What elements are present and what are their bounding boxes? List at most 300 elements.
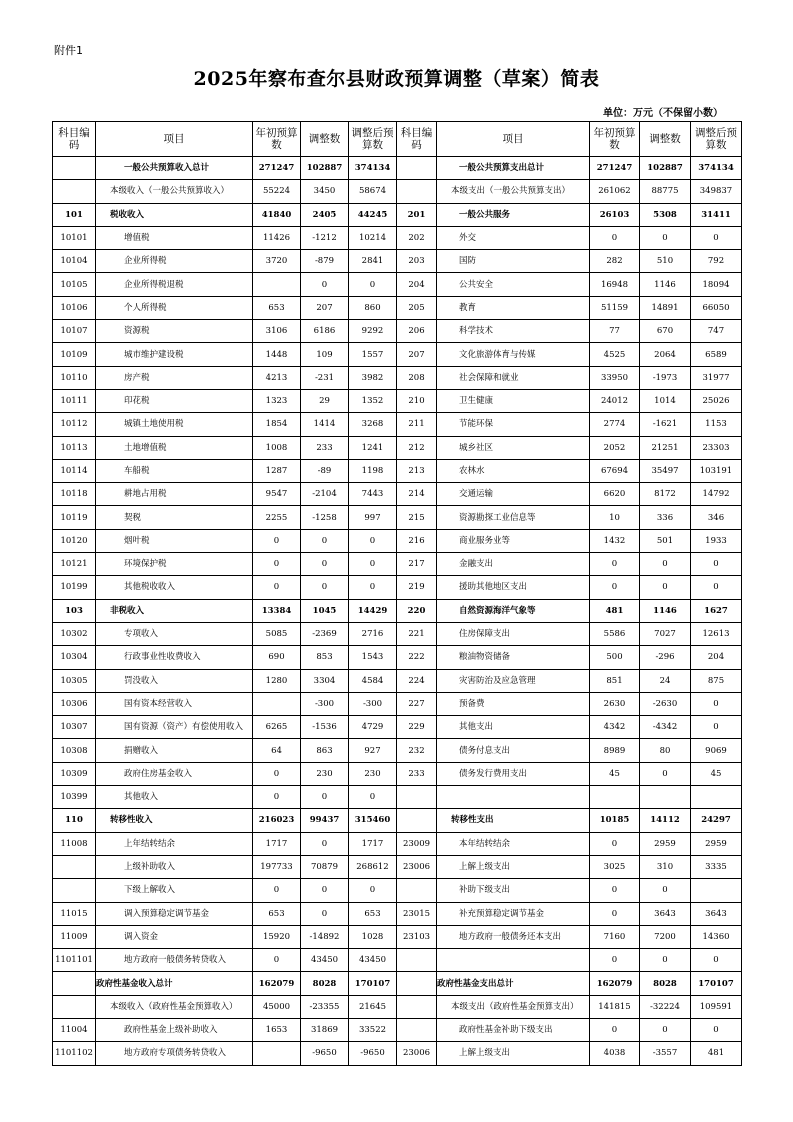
cell-after-left: 1717 (349, 832, 397, 855)
cell-adjust-right: -4342 (640, 716, 691, 739)
cell-adjust-left: 109 (301, 343, 349, 366)
cell-initial-left: 0 (253, 553, 301, 576)
cell-initial-left: 1653 (253, 1018, 301, 1041)
cell-after-right: 481 (691, 1042, 742, 1065)
cell-code-left: 10111 (53, 389, 96, 412)
cell-after-right: 45 (691, 762, 742, 785)
cell-item-right: 节能环保 (437, 413, 590, 436)
cell-code-left (53, 879, 96, 902)
cell-after-right: 1627 (691, 599, 742, 622)
cell-initial-right: 0 (590, 553, 640, 576)
cell-after-left: 44245 (349, 203, 397, 226)
cell-adjust-right: 0 (640, 226, 691, 249)
cell-after-left: 1028 (349, 925, 397, 948)
cell-after-left: 315460 (349, 809, 397, 832)
cell-adjust-right: 670 (640, 320, 691, 343)
cell-item-left: 本级收入（一般公共预算收入） (96, 180, 253, 203)
cell-code-right (397, 995, 437, 1018)
header-initial-left: 年初预算数 (253, 122, 301, 157)
table-row (53, 739, 742, 762)
cell-item-left: 车船税 (96, 459, 253, 482)
cell-code-right: 219 (397, 576, 437, 599)
cell-item-left: 上级补助收入 (96, 855, 253, 878)
cell-item-right: 资源勘探工业信息等 (437, 506, 590, 529)
cell-item-left: 企业所得税 (96, 250, 253, 273)
header-adjust-right: 调整数 (640, 122, 691, 157)
cell-initial-right: 261062 (590, 180, 640, 203)
cell-initial-left: 162079 (253, 972, 301, 995)
cell-adjust-left: -231 (301, 366, 349, 389)
cell-initial-right: 0 (590, 1018, 640, 1041)
header-after-left: 调整后预算数 (349, 122, 397, 157)
cell-code-left: 10101 (53, 226, 96, 249)
cell-initial-left: 1008 (253, 436, 301, 459)
cell-adjust-left: -879 (301, 250, 349, 273)
cell-initial-left: 1448 (253, 343, 301, 366)
cell-initial-right: 0 (590, 226, 640, 249)
cell-after-left: 0 (349, 553, 397, 576)
cell-adjust-right: 2064 (640, 343, 691, 366)
cell-item-right: 债务发行费用支出 (437, 762, 590, 785)
cell-initial-right: 10185 (590, 809, 640, 832)
cell-adjust-right: 102887 (640, 157, 691, 180)
cell-adjust-right: 8028 (640, 972, 691, 995)
cell-code-left: 10199 (53, 576, 96, 599)
cell-item-right: 援助其他地区支出 (437, 576, 590, 599)
cell-item-right: 农林水 (437, 459, 590, 482)
cell-initial-right: 33950 (590, 366, 640, 389)
cell-code-right: 205 (397, 296, 437, 319)
cell-code-right: 221 (397, 622, 437, 645)
cell-after-left: 1198 (349, 459, 397, 482)
cell-after-left: 2841 (349, 250, 397, 273)
cell-code-left: 103 (53, 599, 96, 622)
cell-initial-left: 1287 (253, 459, 301, 482)
table-row (53, 157, 742, 180)
cell-adjust-right: -3557 (640, 1042, 691, 1065)
attachment-label: 附件1 (54, 44, 83, 57)
cell-adjust-right: 24 (640, 669, 691, 692)
cell-initial-left: 1323 (253, 389, 301, 412)
cell-initial-left: 45000 (253, 995, 301, 1018)
cell-after-right: 3335 (691, 855, 742, 878)
cell-adjust-right: 310 (640, 855, 691, 878)
cell-initial-right: 10 (590, 506, 640, 529)
cell-initial-right: 6620 (590, 483, 640, 506)
cell-initial-right: 162079 (590, 972, 640, 995)
cell-initial-left (253, 273, 301, 296)
cell-code-right (397, 809, 437, 832)
table-row (53, 436, 742, 459)
cell-after-right: 3643 (691, 902, 742, 925)
cell-after-right: 2959 (691, 832, 742, 855)
cell-item-right: 政府性基金支出总计 (437, 972, 590, 995)
cell-code-right: 229 (397, 716, 437, 739)
table-row (53, 949, 742, 972)
cell-item-left: 本级收入（政府性基金预算收入） (96, 995, 253, 1018)
cell-code-right (397, 949, 437, 972)
cell-item-right: 一般公共预算支出总计 (437, 157, 590, 180)
table-row (53, 879, 742, 902)
cell-code-right: 204 (397, 273, 437, 296)
cell-after-left: 10214 (349, 226, 397, 249)
cell-adjust-left: 863 (301, 739, 349, 762)
cell-code-right (397, 180, 437, 203)
cell-item-left: 烟叶税 (96, 529, 253, 552)
cell-item-right: 债务付息支出 (437, 739, 590, 762)
cell-adjust-right: 0 (640, 762, 691, 785)
cell-code-right (397, 157, 437, 180)
page-title: 2025年察布查尔县财政预算调整（草案）简表 (193, 68, 600, 90)
cell-item-left: 个人所得税 (96, 296, 253, 319)
cell-code-left: 10112 (53, 413, 96, 436)
cell-adjust-right: 1146 (640, 273, 691, 296)
cell-code-left: 11009 (53, 925, 96, 948)
cell-initial-right: 4342 (590, 716, 640, 739)
cell-after-right: 349837 (691, 180, 742, 203)
cell-item-right: 金融支出 (437, 553, 590, 576)
unit-label: 单位：万元（不保留小数） (603, 108, 723, 119)
cell-after-right (691, 786, 742, 809)
cell-code-right: 206 (397, 320, 437, 343)
header-adjust-left: 调整数 (301, 122, 349, 157)
cell-adjust-left: 102887 (301, 157, 349, 180)
cell-code-right: 212 (397, 436, 437, 459)
cell-after-left: 43450 (349, 949, 397, 972)
cell-item-right: 地方政府一般债务还本支出 (437, 925, 590, 948)
cell-adjust-left: -1536 (301, 716, 349, 739)
cell-initial-left: 0 (253, 576, 301, 599)
cell-after-right: 12613 (691, 622, 742, 645)
table-row (53, 273, 742, 296)
cell-after-left: 0 (349, 786, 397, 809)
cell-after-left: 230 (349, 762, 397, 785)
cell-item-right: 预备费 (437, 692, 590, 715)
cell-initial-left: 64 (253, 739, 301, 762)
cell-after-right: 18094 (691, 273, 742, 296)
cell-initial-right: 481 (590, 599, 640, 622)
cell-code-right (397, 972, 437, 995)
cell-code-right: 203 (397, 250, 437, 273)
cell-adjust-left: 0 (301, 902, 349, 925)
cell-after-left: 268612 (349, 855, 397, 878)
cell-after-left: 1241 (349, 436, 397, 459)
cell-code-left (53, 180, 96, 203)
cell-item-left: 行政事业性收费收入 (96, 646, 253, 669)
cell-adjust-right: 35497 (640, 459, 691, 482)
cell-code-left: 10306 (53, 692, 96, 715)
cell-code-right: 23103 (397, 925, 437, 948)
cell-after-right: 31411 (691, 203, 742, 226)
table-row (53, 576, 742, 599)
cell-initial-left: 197733 (253, 855, 301, 878)
cell-initial-right: 3025 (590, 855, 640, 878)
cell-adjust-left: 99437 (301, 809, 349, 832)
cell-after-left: 4729 (349, 716, 397, 739)
cell-code-left (53, 995, 96, 1018)
cell-after-left: 3982 (349, 366, 397, 389)
cell-initial-left: 2255 (253, 506, 301, 529)
cell-item-left: 政府住房基金收入 (96, 762, 253, 785)
cell-initial-left: 4213 (253, 366, 301, 389)
cell-item-left: 转移性收入 (96, 809, 253, 832)
cell-adjust-left: 29 (301, 389, 349, 412)
cell-adjust-left: 853 (301, 646, 349, 669)
cell-after-left: 1557 (349, 343, 397, 366)
cell-initial-right: 45 (590, 762, 640, 785)
cell-code-left: 10109 (53, 343, 96, 366)
cell-item-left: 税收收入 (96, 203, 253, 226)
table-row (53, 972, 742, 995)
table-row (53, 855, 742, 878)
table-row (53, 296, 742, 319)
cell-initial-right: 7160 (590, 925, 640, 948)
cell-item-right: 其他支出 (437, 716, 590, 739)
cell-adjust-right: 0 (640, 576, 691, 599)
cell-item-left: 耕地占用税 (96, 483, 253, 506)
cell-adjust-right: 3643 (640, 902, 691, 925)
table-row (53, 669, 742, 692)
cell-code-right: 208 (397, 366, 437, 389)
cell-initial-right: 67694 (590, 459, 640, 482)
cell-initial-left: 1717 (253, 832, 301, 855)
cell-code-right: 201 (397, 203, 437, 226)
table-row (53, 226, 742, 249)
table-row (53, 366, 742, 389)
cell-adjust-left: 0 (301, 576, 349, 599)
cell-item-right: 粮油物资储备 (437, 646, 590, 669)
table-row (53, 343, 742, 366)
cell-code-left: 10304 (53, 646, 96, 669)
cell-code-right: 23009 (397, 832, 437, 855)
table-row (53, 622, 742, 645)
cell-code-left: 10106 (53, 296, 96, 319)
cell-code-right: 217 (397, 553, 437, 576)
cell-item-left: 非税收入 (96, 599, 253, 622)
cell-after-right: 747 (691, 320, 742, 343)
table-row (53, 203, 742, 226)
cell-code-right: 213 (397, 459, 437, 482)
cell-adjust-left: 70879 (301, 855, 349, 878)
cell-code-right (397, 879, 437, 902)
cell-code-right: 233 (397, 762, 437, 785)
cell-code-left: 10104 (53, 250, 96, 273)
table-row (53, 599, 742, 622)
cell-after-right: 103191 (691, 459, 742, 482)
cell-initial-right: 26103 (590, 203, 640, 226)
cell-adjust-left: 233 (301, 436, 349, 459)
cell-after-right: 204 (691, 646, 742, 669)
cell-code-left: 10113 (53, 436, 96, 459)
cell-after-right: 0 (691, 692, 742, 715)
cell-code-left (53, 855, 96, 878)
cell-after-right: 0 (691, 949, 742, 972)
cell-item-right: 国防 (437, 250, 590, 273)
cell-after-right: 25026 (691, 389, 742, 412)
cell-after-right: 14360 (691, 925, 742, 948)
table-row (53, 762, 742, 785)
cell-adjust-right: -32224 (640, 995, 691, 1018)
cell-initial-right: 851 (590, 669, 640, 692)
cell-code-left: 101 (53, 203, 96, 226)
table-row (53, 506, 742, 529)
cell-adjust-right: 501 (640, 529, 691, 552)
table-row (53, 389, 742, 412)
cell-initial-right: 141815 (590, 995, 640, 1018)
cell-item-left: 环境保护税 (96, 553, 253, 576)
cell-code-left: 110 (53, 809, 96, 832)
cell-after-left: 3268 (349, 413, 397, 436)
cell-initial-left: 653 (253, 296, 301, 319)
cell-adjust-right: 1146 (640, 599, 691, 622)
cell-item-left: 城镇土地使用税 (96, 413, 253, 436)
cell-after-left: 4584 (349, 669, 397, 692)
cell-item-left: 地方政府专项债务转贷收入 (96, 1042, 253, 1065)
cell-initial-left: 11426 (253, 226, 301, 249)
cell-adjust-right: -1621 (640, 413, 691, 436)
cell-initial-right: 16948 (590, 273, 640, 296)
cell-initial-left: 3720 (253, 250, 301, 273)
cell-after-left: 374134 (349, 157, 397, 180)
cell-adjust-right: 7200 (640, 925, 691, 948)
cell-code-right: 224 (397, 669, 437, 692)
cell-initial-right: 5586 (590, 622, 640, 645)
cell-initial-left: 1280 (253, 669, 301, 692)
cell-initial-right: 282 (590, 250, 640, 273)
cell-code-left: 10308 (53, 739, 96, 762)
cell-item-right: 政府性基金补助下级支出 (437, 1018, 590, 1041)
cell-after-right: 9069 (691, 739, 742, 762)
cell-adjust-left: -9650 (301, 1042, 349, 1065)
cell-initial-right: 1432 (590, 529, 640, 552)
cell-code-right: 232 (397, 739, 437, 762)
table-row (53, 553, 742, 576)
cell-code-right: 222 (397, 646, 437, 669)
cell-code-right: 220 (397, 599, 437, 622)
cell-item-left: 企业所得税退税 (96, 273, 253, 296)
cell-item-left: 专项收入 (96, 622, 253, 645)
cell-item-left: 地方政府一般债务转贷收入 (96, 949, 253, 972)
header-item-right: 项目 (437, 122, 590, 157)
cell-adjust-left: 3304 (301, 669, 349, 692)
cell-after-right: 109591 (691, 995, 742, 1018)
cell-after-right: 23303 (691, 436, 742, 459)
cell-adjust-left: 0 (301, 529, 349, 552)
cell-initial-right: 2774 (590, 413, 640, 436)
cell-initial-right: 4038 (590, 1042, 640, 1065)
cell-after-right: 6589 (691, 343, 742, 366)
table-row (53, 320, 742, 343)
cell-initial-left (253, 1042, 301, 1065)
cell-item-left: 其他税收收入 (96, 576, 253, 599)
cell-item-right: 社会保障和就业 (437, 366, 590, 389)
cell-after-left: 927 (349, 739, 397, 762)
cell-adjust-left: -1212 (301, 226, 349, 249)
cell-code-left: 10305 (53, 669, 96, 692)
cell-initial-right: 4525 (590, 343, 640, 366)
cell-initial-left: 13384 (253, 599, 301, 622)
cell-adjust-left: 0 (301, 786, 349, 809)
cell-after-left: 170107 (349, 972, 397, 995)
cell-adjust-left: 1414 (301, 413, 349, 436)
cell-code-left: 10307 (53, 716, 96, 739)
table-row (53, 1042, 742, 1065)
cell-item-right: 外交 (437, 226, 590, 249)
cell-adjust-right: -296 (640, 646, 691, 669)
cell-after-left: 0 (349, 879, 397, 902)
cell-after-left: 14429 (349, 599, 397, 622)
cell-initial-left: 0 (253, 529, 301, 552)
cell-item-left: 房产税 (96, 366, 253, 389)
cell-code-left: 10118 (53, 483, 96, 506)
cell-after-right: 0 (691, 1018, 742, 1041)
table-row (53, 692, 742, 715)
cell-after-left: -300 (349, 692, 397, 715)
cell-adjust-left: 31869 (301, 1018, 349, 1041)
cell-item-right: 教育 (437, 296, 590, 319)
cell-after-right: 170107 (691, 972, 742, 995)
cell-initial-left: 3106 (253, 320, 301, 343)
cell-initial-left: 55224 (253, 180, 301, 203)
cell-code-right: 216 (397, 529, 437, 552)
header-code-left: 科目编码 (53, 122, 96, 157)
table-row (53, 646, 742, 669)
cell-code-left: 1101101 (53, 949, 96, 972)
cell-item-right: 本年结转结余 (437, 832, 590, 855)
cell-code-left: 10110 (53, 366, 96, 389)
cell-item-left: 罚没收入 (96, 669, 253, 692)
cell-adjust-left: -1258 (301, 506, 349, 529)
cell-initial-right: 0 (590, 902, 640, 925)
cell-code-left: 10107 (53, 320, 96, 343)
cell-item-right: 本级支出（一般公共预算支出） (437, 180, 590, 203)
cell-item-right: 公共安全 (437, 273, 590, 296)
cell-initial-left: 1854 (253, 413, 301, 436)
cell-initial-right: 77 (590, 320, 640, 343)
cell-adjust-left: -23355 (301, 995, 349, 1018)
cell-code-right: 210 (397, 389, 437, 412)
cell-initial-left: 0 (253, 949, 301, 972)
cell-initial-right: 51159 (590, 296, 640, 319)
cell-item-right (437, 949, 590, 972)
cell-item-right: 补充预算稳定调节基金 (437, 902, 590, 925)
cell-adjust-left: 2405 (301, 203, 349, 226)
cell-adjust-right: 88775 (640, 180, 691, 203)
cell-item-left: 增值税 (96, 226, 253, 249)
cell-code-right (397, 1018, 437, 1041)
cell-initial-right: 271247 (590, 157, 640, 180)
cell-after-left: 860 (349, 296, 397, 319)
cell-item-left: 其他收入 (96, 786, 253, 809)
cell-code-left (53, 972, 96, 995)
cell-item-right: 转移性支出 (437, 809, 590, 832)
cell-item-right: 住房保障支出 (437, 622, 590, 645)
cell-after-right: 1153 (691, 413, 742, 436)
header-row (53, 122, 742, 157)
cell-initial-right: 0 (590, 879, 640, 902)
cell-after-right: 66050 (691, 296, 742, 319)
cell-adjust-right: 2959 (640, 832, 691, 855)
cell-initial-left: 41840 (253, 203, 301, 226)
cell-after-right: 792 (691, 250, 742, 273)
cell-initial-right: 8989 (590, 739, 640, 762)
cell-after-left: 0 (349, 529, 397, 552)
cell-code-right: 23006 (397, 1042, 437, 1065)
cell-adjust-right: 5308 (640, 203, 691, 226)
cell-after-left: -9650 (349, 1042, 397, 1065)
cell-after-right: 0 (691, 716, 742, 739)
cell-code-left: 11004 (53, 1018, 96, 1041)
